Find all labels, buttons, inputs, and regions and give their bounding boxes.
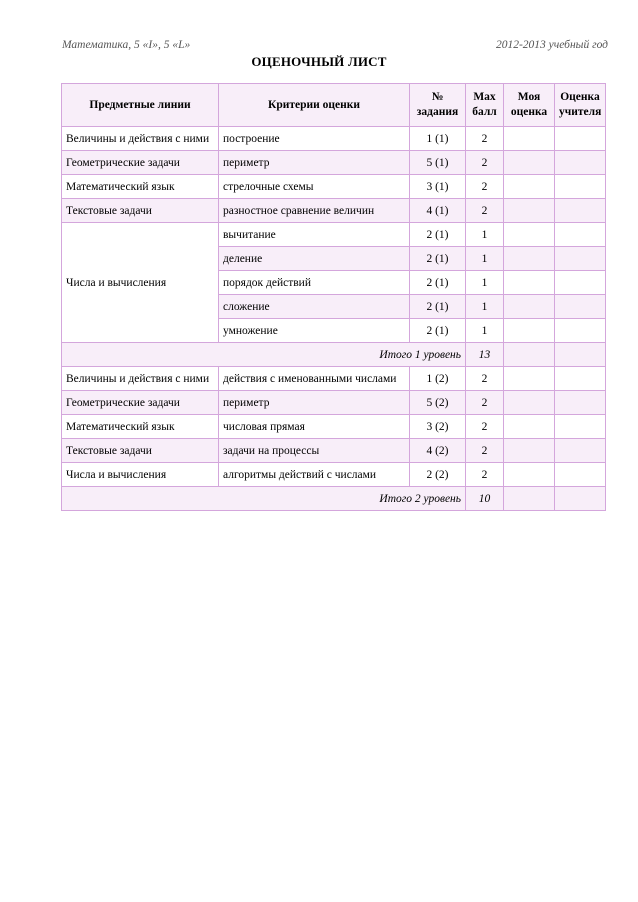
cell-line: Величины и действия с ними (62, 127, 219, 151)
cell-max: 1 (466, 319, 504, 343)
col-header-criteria: Критерии оценки (219, 84, 410, 127)
total-value-level-2: 10 (466, 487, 504, 511)
cell-my-grade[interactable] (504, 295, 555, 319)
cell-line-group: Числа и вычисления (62, 223, 219, 343)
cell-criteria: построение (219, 127, 410, 151)
cell-criteria: периметр (219, 391, 410, 415)
col-header-task-no-line2: задания (416, 106, 459, 118)
col-header-teacher-grade (555, 84, 606, 127)
col-header-task-no-line1: № (431, 91, 444, 103)
col-header-teacher-grade-line2: учителя (559, 106, 602, 118)
cell-line: Числа и вычисления (62, 463, 219, 487)
cell-task: 3 (1) (410, 175, 466, 199)
header-school-year: 2012-2013 учебный год (495, 39, 608, 51)
total-label-level-2: Итого 2 уровень (62, 487, 466, 511)
cell-criteria: умножение (219, 319, 410, 343)
cell-teacher-grade[interactable] (555, 463, 606, 487)
col-header-task-no (410, 84, 466, 127)
cell-max: 2 (466, 415, 504, 439)
cell-criteria: числовая прямая (219, 415, 410, 439)
cell-teacher-grade[interactable] (555, 391, 606, 415)
page-title: ОЦЕНОЧНЫЙ ЛИСТ (251, 54, 387, 69)
col-header-teacher-grade-line1: Оценка (560, 91, 600, 103)
cell-teacher-grade[interactable] (555, 127, 606, 151)
cell-teacher-grade[interactable] (555, 295, 606, 319)
cell-task: 2 (1) (410, 223, 466, 247)
cell-criteria: периметр (219, 151, 410, 175)
cell-task: 2 (1) (410, 319, 466, 343)
cell-my-grade-total-2[interactable] (504, 487, 555, 511)
cell-teacher-grade[interactable] (555, 271, 606, 295)
cell-my-grade-total-1[interactable] (504, 343, 555, 367)
cell-line: Геометрические задачи (62, 391, 219, 415)
cell-max: 2 (466, 439, 504, 463)
cell-max: 1 (466, 271, 504, 295)
cell-line: Математический язык (62, 415, 219, 439)
table-row (62, 439, 606, 463)
table-row (62, 151, 606, 175)
cell-teacher-grade-total-2[interactable] (555, 487, 606, 511)
cell-task: 4 (2) (410, 439, 466, 463)
cell-criteria: задачи на процессы (219, 439, 410, 463)
table-header-row (62, 84, 606, 127)
cell-line: Геометрические задачи (62, 151, 219, 175)
cell-max: 2 (466, 151, 504, 175)
cell-teacher-grade[interactable] (555, 199, 606, 223)
table-row (62, 391, 606, 415)
cell-task: 2 (1) (410, 247, 466, 271)
cell-max: 2 (466, 391, 504, 415)
cell-my-grade[interactable] (504, 223, 555, 247)
col-header-my-grade-line2: оценка (510, 106, 548, 118)
cell-task: 2 (1) (410, 271, 466, 295)
cell-criteria: сложение (219, 295, 410, 319)
col-header-my-grade-line1: Моя (517, 91, 541, 103)
cell-my-grade[interactable] (504, 271, 555, 295)
table-row (62, 415, 606, 439)
col-header-max-line1: Max (473, 91, 496, 103)
cell-teacher-grade[interactable] (555, 175, 606, 199)
cell-criteria: деление (219, 247, 410, 271)
cell-line: Математический язык (62, 175, 219, 199)
cell-teacher-grade[interactable] (555, 151, 606, 175)
cell-teacher-grade-total-1[interactable] (555, 343, 606, 367)
total-row-level-2 (62, 487, 606, 511)
cell-max: 2 (466, 199, 504, 223)
total-row-level-1 (62, 343, 606, 367)
cell-max: 1 (466, 295, 504, 319)
cell-my-grade[interactable] (504, 319, 555, 343)
cell-my-grade[interactable] (504, 367, 555, 391)
cell-task: 5 (1) (410, 151, 466, 175)
total-label-level-1: Итого 1 уровень (62, 343, 466, 367)
cell-criteria: действия с именованными числами (219, 367, 410, 391)
cell-criteria: порядок действий (219, 271, 410, 295)
cell-my-grade[interactable] (504, 199, 555, 223)
cell-criteria: алгоритмы действий с числами (219, 463, 410, 487)
assessment-table (61, 83, 606, 511)
cell-criteria: вычитание (219, 223, 410, 247)
col-header-my-grade (504, 84, 555, 127)
cell-criteria: разностное сравнение величин (219, 199, 410, 223)
cell-teacher-grade[interactable] (555, 367, 606, 391)
cell-my-grade[interactable] (504, 247, 555, 271)
cell-task: 4 (1) (410, 199, 466, 223)
cell-line: Текстовые задачи (62, 199, 219, 223)
cell-task: 3 (2) (410, 415, 466, 439)
cell-my-grade[interactable] (504, 151, 555, 175)
header-subject: Математика, 5 «I», 5 «L» (62, 39, 191, 51)
table-row (62, 367, 606, 391)
table-row (62, 463, 606, 487)
cell-max: 1 (466, 247, 504, 271)
cell-line: Текстовые задачи (62, 439, 219, 463)
cell-task: 5 (2) (410, 391, 466, 415)
col-header-max-line2: балл (472, 106, 497, 118)
cell-my-grade[interactable] (504, 175, 555, 199)
cell-criteria: стрелочные схемы (219, 175, 410, 199)
cell-my-grade[interactable] (504, 463, 555, 487)
cell-teacher-grade[interactable] (555, 223, 606, 247)
total-value-level-1: 13 (466, 343, 504, 367)
col-header-max (466, 84, 504, 127)
cell-my-grade[interactable] (504, 391, 555, 415)
cell-my-grade[interactable] (504, 439, 555, 463)
table-row (62, 199, 606, 223)
table-row (62, 127, 606, 151)
cell-max: 2 (466, 463, 504, 487)
cell-teacher-grade[interactable] (555, 439, 606, 463)
table-row (62, 175, 606, 199)
cell-teacher-grade[interactable] (555, 247, 606, 271)
cell-teacher-grade[interactable] (555, 415, 606, 439)
table-row (62, 223, 606, 247)
col-header-line: Предметные линии (62, 84, 219, 127)
cell-my-grade[interactable] (504, 127, 555, 151)
cell-task: 1 (2) (410, 367, 466, 391)
cell-max: 2 (466, 127, 504, 151)
cell-task: 2 (1) (410, 295, 466, 319)
cell-task: 2 (2) (410, 463, 466, 487)
cell-max: 2 (466, 175, 504, 199)
cell-task: 1 (1) (410, 127, 466, 151)
cell-max: 2 (466, 367, 504, 391)
cell-my-grade[interactable] (504, 415, 555, 439)
cell-teacher-grade[interactable] (555, 319, 606, 343)
cell-max: 1 (466, 223, 504, 247)
cell-line: Величины и действия с ними (62, 367, 219, 391)
